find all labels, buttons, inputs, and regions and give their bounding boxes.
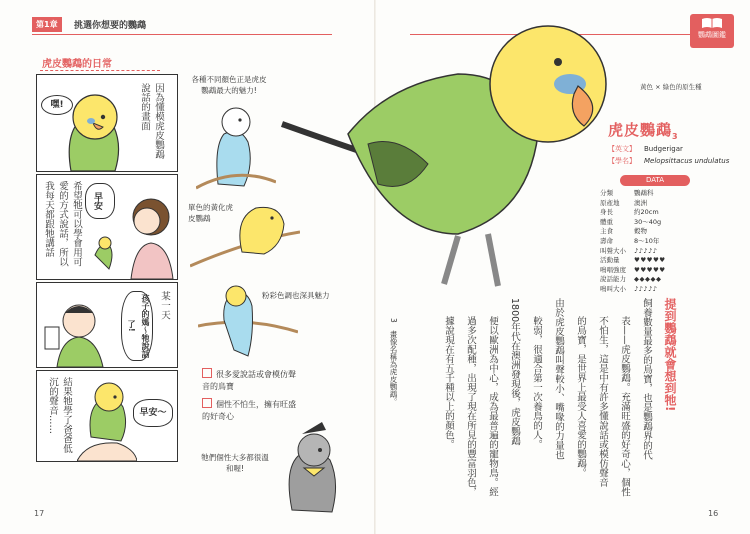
body-column: 飼養數量最多的鳥寶，也是鸚鵡界的代	[641, 298, 652, 460]
data-row-value: 穀物	[634, 227, 647, 236]
data-row-key: 原產地	[600, 198, 620, 207]
color-variety-tag: 黃色 × 綠色的原生種	[640, 83, 702, 91]
checkbox-icon	[202, 368, 212, 378]
large-budgie-illustration	[278, 14, 628, 294]
english-label: 【英文】	[608, 145, 636, 153]
blue-budgie-illustration	[196, 96, 276, 196]
body-column: 不怕生，這是中有許多懂說話或模仿聲音	[597, 316, 608, 487]
species-footnote-ref: 3	[672, 132, 679, 141]
data-row	[600, 285, 710, 295]
data-row	[600, 189, 710, 199]
body-column: 的鳥寶，是世界上最受人喜愛的鸚鵡。	[575, 316, 586, 478]
data-row-value: 8～10年	[634, 236, 660, 245]
latin-name: Melopsittacus undulatus	[644, 157, 730, 165]
comic-panel-2	[36, 174, 178, 280]
body-column: 較弱，很適合第一次養鳥的人。	[531, 316, 542, 449]
data-row	[600, 247, 710, 257]
data-row	[600, 266, 710, 276]
data-row-key: 身長	[600, 208, 613, 217]
data-table-header: DATA	[620, 175, 690, 186]
data-rows	[600, 189, 710, 295]
rainbow-caption: 粉彩色調也深具魅力	[262, 291, 330, 300]
data-row-value: 鸚鵡科	[634, 189, 654, 197]
data-row-key: 體重	[600, 217, 613, 226]
feature-item-1	[202, 368, 298, 393]
speech-bubble-3: 孩子的媽～牠說話了!	[121, 291, 153, 361]
badge-label: 鸚鵡圖鑑	[698, 31, 726, 39]
species-name	[608, 119, 679, 141]
latin-label: 【學名】	[608, 157, 636, 165]
section-subtitle: 虎皮鸚鵡的日常	[42, 59, 112, 70]
data-row-key: 叫聲大小	[600, 246, 626, 255]
body-column: 1800年代在澳洲發現後，虎皮鸚鵡	[509, 298, 520, 446]
speech-bubble-1: 嘿!	[41, 95, 73, 115]
data-row	[600, 256, 710, 266]
body-column: 便以歐洲為中心，成為最普遍的寵物鳥。經	[487, 316, 498, 497]
book-badge	[690, 14, 734, 48]
body-column: 表——虎皮鸚鵡。充滿旺盛的好奇心，個性	[619, 316, 630, 497]
panel-3-narration: 某一天	[159, 291, 170, 320]
grey-parrot-mascot-illustration	[278, 420, 348, 516]
open-book-icon	[701, 17, 723, 29]
panel-2-narration: 希望牠可以學會用可愛的方式說話，所以我每天都跟牠講話	[43, 181, 82, 267]
data-row-key: 活動量	[600, 256, 620, 265]
species-names	[608, 143, 729, 167]
page-number-left: 17	[34, 509, 45, 518]
yellow-caption: 單色的黃化虎皮鸚鵡	[188, 203, 233, 223]
data-row	[600, 218, 710, 228]
species-name-text: 虎皮鸚鵡	[608, 121, 673, 139]
data-row-value: 澳洲	[634, 198, 647, 207]
data-row-value: ◆◆◆◆◆	[634, 275, 662, 284]
data-row	[600, 227, 710, 237]
data-row	[600, 208, 710, 218]
data-row-key: 鳴唱強度	[600, 265, 626, 274]
page-number-right: 16	[708, 509, 719, 518]
body-column: 據說現在有五千種以上的顏色。	[443, 316, 454, 449]
english-name: Budgerigar	[644, 145, 683, 153]
feature-text-2: 個性不怕生，擁有旺盛的好奇心	[202, 400, 296, 421]
data-table	[600, 175, 710, 293]
mascot-caption: 牠們個性大多都很溫和喔!	[201, 453, 269, 473]
chapter-tag: 第1章	[32, 17, 62, 32]
data-row	[600, 275, 710, 285]
data-row-key: 主食	[600, 227, 613, 236]
checkbox-icon	[202, 398, 212, 408]
feature-text-1: 很多愛說話或會模仿聲音的鳥寶	[202, 370, 296, 391]
data-row-value: ♥♥♥♥♥	[634, 256, 666, 265]
data-row-value: ♥♥♥♥♥	[634, 265, 666, 274]
chapter-title: 挑選你想要的鸚鵡	[74, 21, 147, 31]
section-heading: 提到鸚鵡就會想到牠!	[663, 298, 677, 412]
panel-1-narration: 因為懂模虎皮鸚鵡說話的畫面	[139, 83, 164, 159]
speech-bubble-4: 早安～	[133, 399, 173, 427]
data-row	[600, 237, 710, 247]
data-row-key: 壽命	[600, 236, 613, 245]
data-row-key: 分類	[600, 189, 613, 197]
budgie-on-hand-icon	[77, 375, 137, 461]
data-row-value: 約20cm	[634, 208, 659, 217]
subtitle-underline	[40, 70, 160, 72]
colors-caption: 各種不同顏色正是虎皮鸚鵡最大的魅力!	[191, 75, 267, 95]
panel-4-narration: 結果牠學了爸爸低沉的聲音……	[47, 377, 72, 453]
data-row-value: ♪♪♪♪♪	[634, 284, 658, 293]
body-column: 由於虎皮鸚鵡叫聲較小、嘴喙的力量也	[553, 298, 564, 460]
footnote: 3 畫像名稱為虎皮鸚鵡。	[389, 318, 398, 406]
data-row-key: 說話能力	[600, 275, 626, 284]
comic-panel-3	[36, 282, 178, 368]
data-row-value: ♪♪♪♪♪	[634, 246, 658, 255]
man-illustration	[43, 293, 133, 367]
body-column: 過多次配種，出現了現在所見的豐富羽色，	[465, 316, 476, 497]
data-row-key: 鳴叫大小	[600, 284, 626, 293]
data-row-value: 30～40g	[634, 217, 662, 226]
data-row	[600, 199, 710, 209]
comic-panel-1	[36, 74, 178, 172]
comic-panel-4	[36, 370, 178, 462]
speech-bubble-2: 早安	[85, 183, 115, 219]
